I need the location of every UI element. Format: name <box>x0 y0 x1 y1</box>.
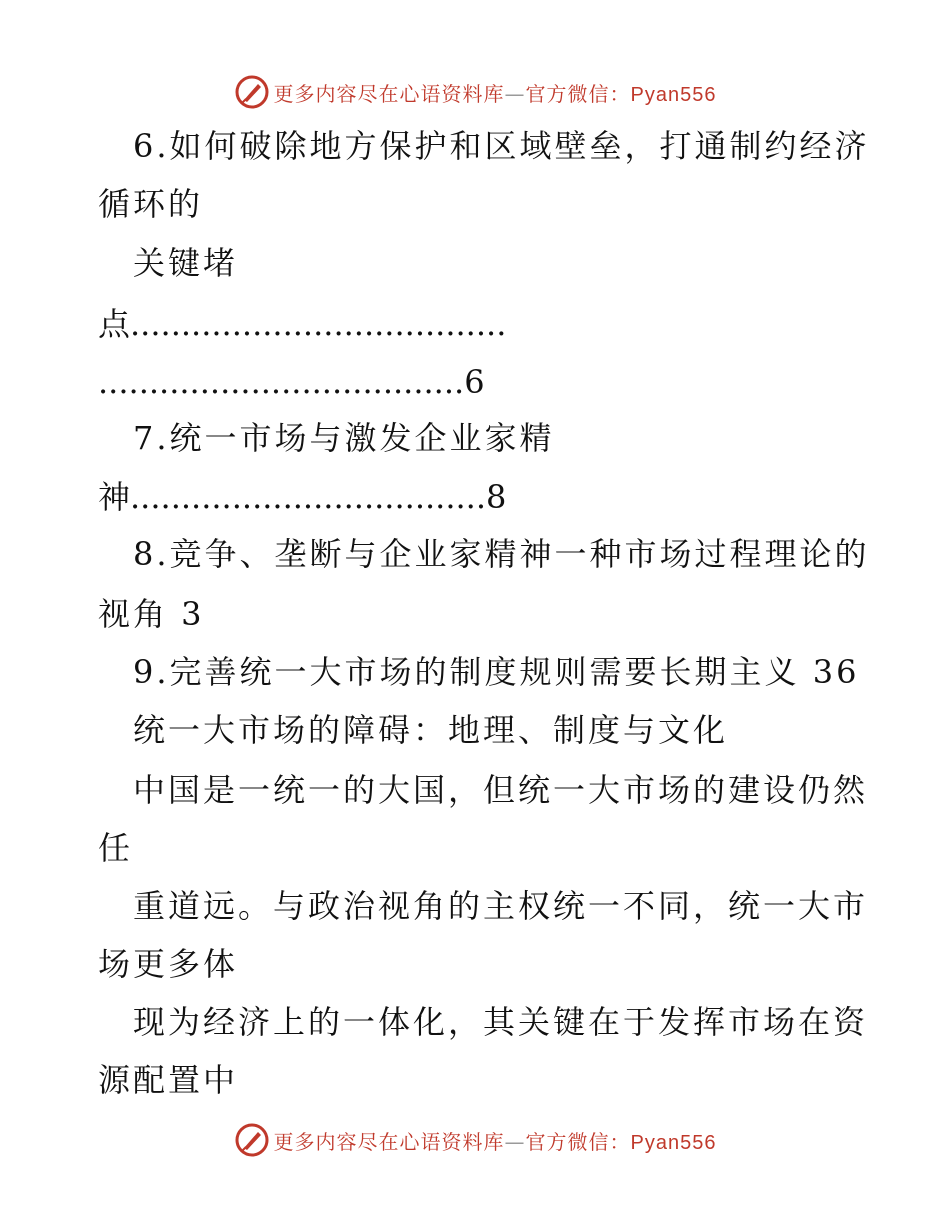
paragraph-line-1: 中国是一统一的大国，但统一大市场的建设仍然 <box>133 771 869 809</box>
paragraph-line-6: 源配置中 <box>98 1061 239 1099</box>
toc-entry-6-leader: 点..................................... <box>98 305 507 343</box>
watermark-title: 更多内容尽在心语资料库 <box>273 81 505 106</box>
paragraph-line-5: 现为经济上的一体化，其关键在于发挥市场在资 <box>133 1003 869 1041</box>
paragraph-line-3: 重道远。与政治视角的主权统一不同，统一大市 <box>133 887 869 925</box>
watermark-label: 官方微信： <box>525 81 631 106</box>
toc-entry-6-cont2: 关键堵 <box>133 244 239 282</box>
section-heading: 统一大市场的障碍：地理、制度与文化 <box>133 711 729 749</box>
watermark-dash: — <box>504 1129 526 1154</box>
toc-entry-9: 9.完善统一大市场的制度规则需要长期主义 36 <box>133 653 860 691</box>
toc-entry-8-cont: 视角 3 <box>98 595 205 633</box>
footer-watermark <box>0 1120 950 1160</box>
watermark-id: Pyan556 <box>630 1131 717 1154</box>
toc-entry-6: 6.如何破除地方保护和区域壁垒，打通制约经济 <box>133 127 870 165</box>
quill-emblem-icon <box>234 1122 270 1158</box>
toc-entry-6-page: ....................................6 <box>98 363 485 401</box>
toc-entry-6-cont: 循环的 <box>98 185 204 223</box>
watermark-text <box>274 1126 717 1155</box>
watermark-title: 更多内容尽在心语资料库 <box>273 1129 505 1154</box>
toc-entry-7-page: 神...................................8 <box>98 478 507 516</box>
toc-entry-8: 8.竞争、垄断与企业家精神一种市场过程理论的 <box>133 535 870 573</box>
paragraph-line-4: 场更多体 <box>98 945 239 983</box>
toc-entry-7: 7.统一市场与激发企业家精 <box>133 419 555 457</box>
watermark-dash: — <box>504 81 526 106</box>
watermark-label: 官方微信： <box>525 1129 631 1154</box>
watermark-id: Pyan556 <box>630 83 717 106</box>
paragraph-line-2: 任 <box>98 829 134 867</box>
